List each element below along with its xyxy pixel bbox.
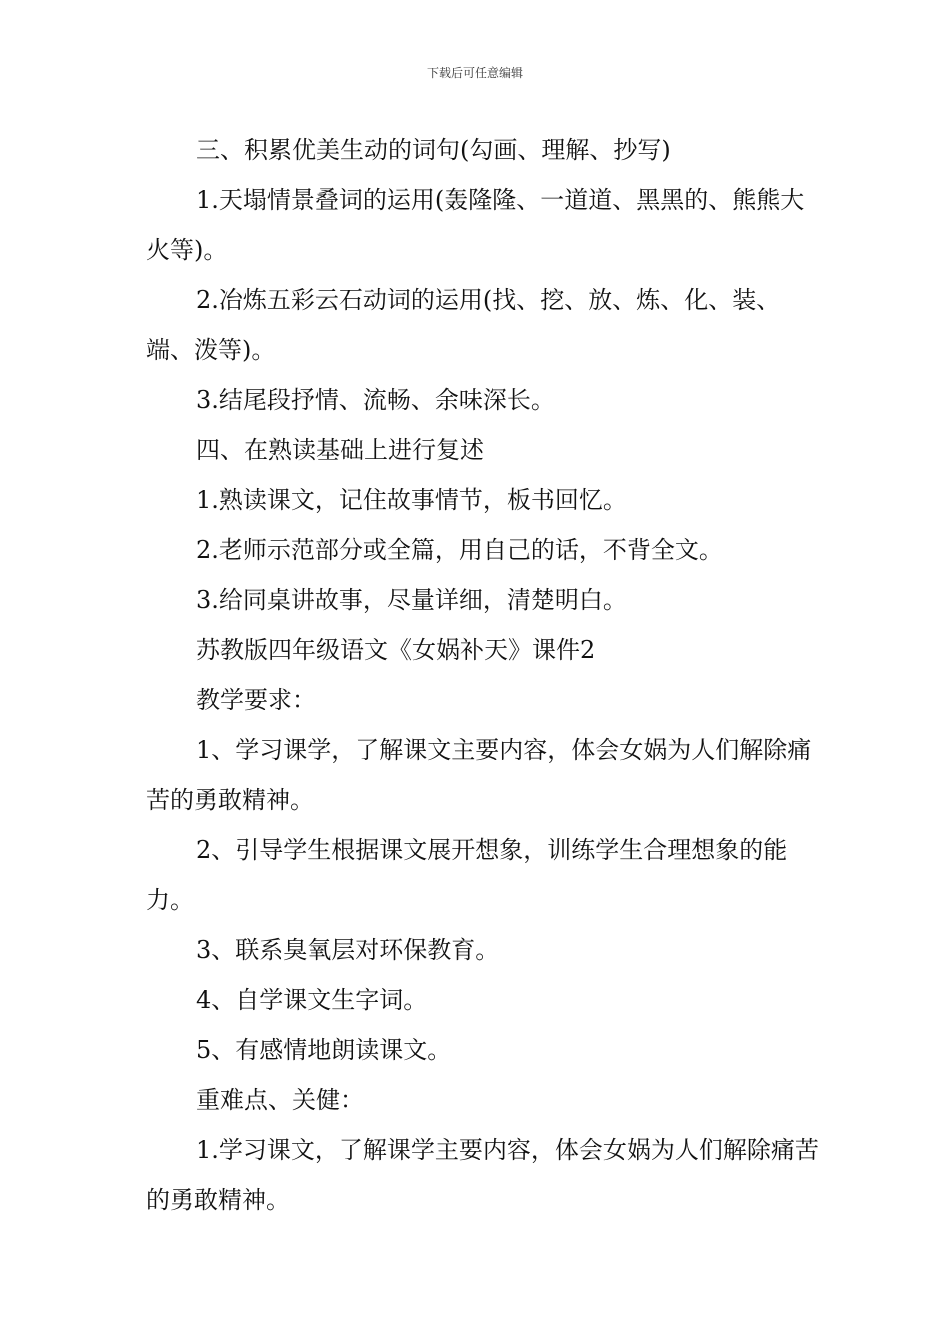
paragraph: 1.学习课文，了解课学主要内容，体会女娲为人们解除痛苦的勇敢精神。 [146,1136,819,1214]
section-heading-3: 三、积累优美生动的词句(勾画、理解、抄写) [196,136,671,164]
paragraph: 1、学习课学，了解课文主要内容，体会女娲为人们解除痛苦的勇敢精神。 [146,736,812,814]
document-subtitle: 苏教版四年级语文《女娲补天》课件2 [196,636,596,664]
paragraph: 2.老师示范部分或全篇，用自己的话，不背全文。 [196,536,723,564]
paragraph: 1.天塌情景叠词的运用(轰隆隆、一道道、黑黑的、熊熊大火等)。 [146,186,805,264]
paragraph: 5、有感情地朗读课文。 [196,1036,452,1064]
teaching-requirements-heading: 教学要求： [196,686,316,714]
paragraph: 4、自学课文生字词。 [196,986,428,1014]
key-points-heading: 重难点、关健： [196,1086,364,1114]
paragraph: 3.结尾段抒情、流畅、余味深长。 [196,386,555,414]
paragraph: 3、联系臭氧层对环保教育。 [196,936,500,964]
section-heading-4: 四、在熟读基础上进行复述 [196,436,484,464]
paragraph: 2.冶炼五彩云石动词的运用(找、挖、放、炼、化、装、端、泼等)。 [146,286,781,364]
paragraph: 1.熟读课文，记住故事情节，板书回忆。 [196,486,627,514]
document-body [146,125,826,1225]
page-header: 下载后可任意编辑 [426,66,523,80]
paragraph: 3.给同桌讲故事，尽量详细，清楚明白。 [196,586,627,614]
paragraph: 2、引导学生根据课文展开想象，训练学生合理想象的能力。 [146,836,788,914]
